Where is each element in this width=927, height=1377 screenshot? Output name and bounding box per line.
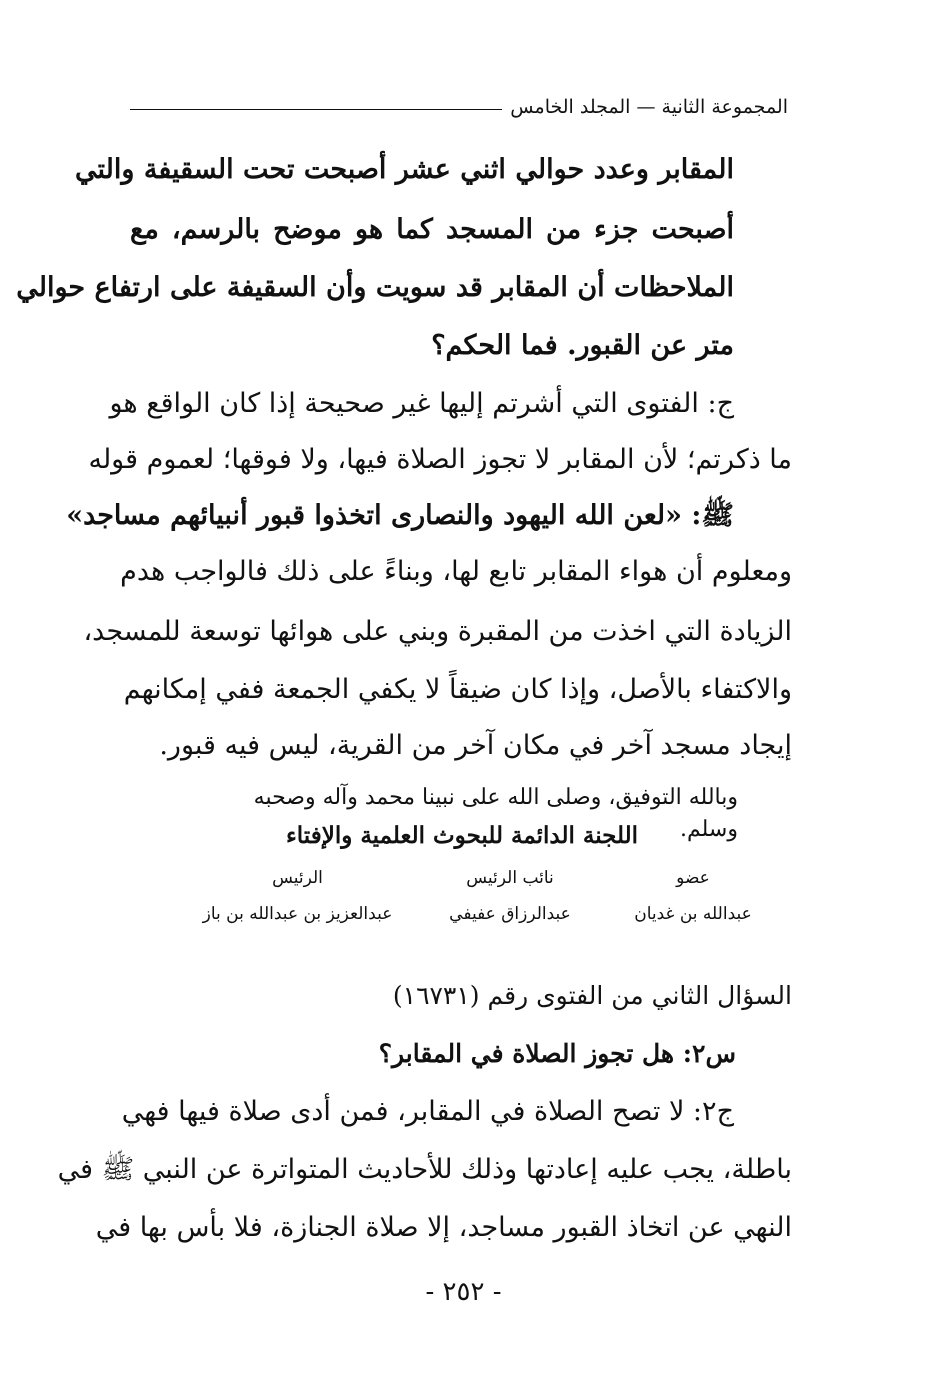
signatory-name: عبدالرزاق عفيفي (449, 904, 571, 924)
signatory-name: عبدالله بن غديان (634, 904, 752, 924)
answer-line: ومعلوم أن هواء المقابر تابع لها، وبناءً على ذلك فالواجب هدم (120, 556, 792, 587)
answer-line: والاكتفاء بالأصل، وإذا كان ضيقاً لا يكفي الجمعة ففي إمكانهم (123, 674, 792, 705)
question-line: أصبحت جزء من المسجد كما هو موضح بالرسم، مع (130, 214, 734, 245)
signatory-role: الرئيس (272, 868, 323, 888)
committee-title: اللجنة الدائمة للبحوث العلمية والإفتاء (285, 822, 639, 849)
signatory-role: نائب الرئيس (466, 868, 554, 888)
question2-question: س٢: هل تجوز الصلاة في المقابر؟ (378, 1039, 736, 1068)
question-line: الملاحظات أن المقابر قد سويت وأن السقيفة على ارتفاع حوالي (16, 272, 734, 303)
question-line: المقابر وعدد حوالي اثني عشر أصبحت تحت السقيفة والتي (75, 154, 734, 185)
answer2-line: النهي عن اتخاذ القبور مساجد، إلا صلاة الجنازة، فلا بأس بها في (95, 1212, 792, 1243)
answer-line: الزيادة التي اخذت من المقبرة وبني على هوائها توسعة للمسجد، (83, 616, 792, 647)
hadith-line: ﷺ: «لعن الله اليهود والنصارى اتخذوا قبور أنبيائهم مساجد» (66, 500, 734, 531)
signatory-name: عبدالعزيز بن عبدالله بن باز (202, 904, 393, 924)
answer2-line: ج٢: لا تصح الصلاة في المقابر، فمن أدى صلاة فيها فهي (121, 1096, 734, 1127)
page-number: - ٢٥٢ - (425, 1277, 502, 1307)
closing-line: وبالله التوفيق، وصلى الله على نبينا محمد وآله وصحبه وسلم. (253, 785, 738, 842)
signatory-member (618, 866, 768, 926)
running-header (130, 96, 788, 118)
signatory-president (190, 866, 405, 926)
question-line: متر عن القبور. فما الحكم؟ (431, 330, 734, 361)
answer2-line: باطلة، يجب عليه إعادتها وذلك للأحاديث المتواترة عن النبي ﷺ في (57, 1154, 792, 1185)
signatory-role: عضو (676, 868, 710, 888)
header-rule (130, 109, 502, 110)
running-title: المجموعة الثانية — المجلد الخامس (510, 96, 788, 118)
answer-line: إيجاد مسجد آخر في مكان آخر من القرية، ليس فيه قبور. (159, 730, 792, 761)
question2-title: السؤال الثاني من الفتوى رقم (١٦٧٣١) (392, 981, 792, 1010)
answer-line: ج: الفتوى التي أشرتم إليها غير صحيحة إذا كان الواقع هو (109, 388, 734, 419)
answer-line: ما ذكرتم؛ لأن المقابر لا تجوز الصلاة فيها، ولا فوقها؛ لعموم قوله (88, 444, 792, 475)
signatory-vice-president (420, 866, 600, 926)
